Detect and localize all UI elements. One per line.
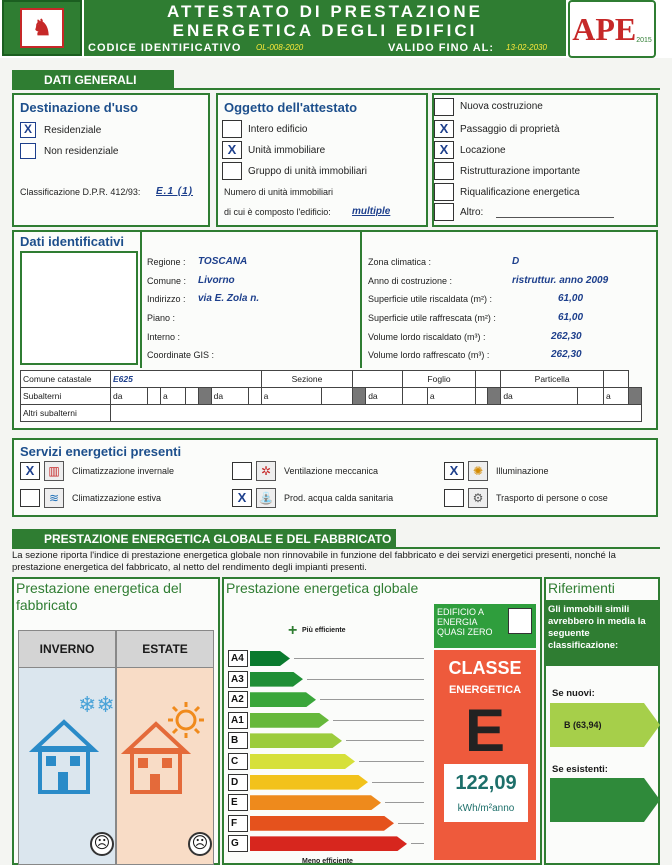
- energy-class-row: [228, 815, 424, 832]
- esistenti-arrow: [550, 778, 660, 822]
- prestazione-intro: La sezione riporta l'indice di prestazione energetica globale non rinnovabile in funzione del fabbricato e dei servizi energetici presenti, nonché la prestazione energetica del fabbricato, al netto del rendimento degli impianti presenti.: [12, 550, 616, 573]
- energy-class-row: [228, 650, 424, 667]
- checkbox-acqua-calda[interactable]: X: [232, 489, 252, 507]
- energy-class-label: F: [228, 815, 248, 832]
- energy-class-bar: [250, 816, 394, 831]
- numero-unita-label-1: Numero di unità immobiliari: [224, 187, 334, 197]
- table-cell-dark: [488, 388, 501, 405]
- energy-class-bar: [250, 754, 355, 769]
- energy-class-bar: [250, 672, 303, 687]
- dati-identificativi-title: Dati identificativi: [20, 234, 125, 249]
- indirizzo-label: Indirizzo :: [147, 294, 186, 304]
- table-cell[interactable]: [185, 388, 198, 405]
- numero-unita-value: multiple: [352, 206, 391, 217]
- energy-class-row: [228, 732, 424, 749]
- energy-class-guide: [385, 802, 424, 803]
- energy-class-guide: [307, 679, 424, 680]
- checkbox-locazione[interactable]: X: [434, 141, 454, 159]
- energy-class-label: A1: [228, 712, 248, 729]
- energy-class-label: G: [228, 835, 248, 852]
- foglio-value[interactable]: [475, 371, 501, 388]
- checkbox-ristrutturazione[interactable]: [434, 162, 454, 180]
- da-label: da: [501, 388, 577, 405]
- classe-label: CLASSE: [448, 658, 522, 678]
- region-logo: [2, 0, 82, 56]
- radiator-icon: ▥: [44, 461, 64, 481]
- piu-efficiente-label: Più efficiente: [302, 627, 346, 634]
- energy-class-label: D: [228, 774, 248, 791]
- ape-logo: [568, 0, 656, 58]
- superficie-raffrescata-label: Superficie utile raffrescata (m²) :: [368, 313, 496, 323]
- energy-class-guide: [333, 720, 424, 721]
- gear-icon: ⚙: [468, 488, 488, 508]
- sezione-label: Sezione: [261, 371, 353, 388]
- classificazione-value: E.1 (1): [156, 186, 194, 197]
- altro-label: Altro:: [460, 207, 484, 218]
- codice-label: CODICE IDENTIFICATIVO: [88, 42, 242, 54]
- energy-class-label: A3: [228, 671, 248, 688]
- energy-class-bar: [250, 775, 368, 790]
- energy-class-guide: [372, 782, 424, 783]
- table-cell-dark: [628, 388, 641, 405]
- superficie-riscaldata-value: 61,00: [558, 293, 584, 304]
- sezione-value[interactable]: [353, 371, 403, 388]
- checkbox-non-residenziale[interactable]: [20, 143, 36, 159]
- riferimenti-text: Gli immobili simili avrebbero in media la seguente classificazione:: [548, 604, 646, 651]
- catasto-table: [20, 370, 642, 422]
- passaggio-proprieta-label: Passaggio di proprietà: [460, 124, 560, 135]
- climatizzazione-invernale-label: Climatizzazione invernale: [72, 466, 175, 476]
- acqua-calda-label: Prod. acqua calda sanitaria: [284, 493, 394, 503]
- divider: [360, 230, 362, 368]
- checkbox-altro[interactable]: [434, 203, 454, 221]
- riferimenti-title: Riferimenti: [548, 580, 615, 596]
- checkbox-climatizzazione-estiva[interactable]: [20, 489, 40, 507]
- nuovi-value: B (63,94): [564, 720, 602, 730]
- regione-value: TOSCANA: [198, 256, 248, 267]
- nzeb-checkbox[interactable]: [508, 608, 532, 634]
- document-title-line2: ENERGETICA DEGLI EDIFICI: [172, 21, 478, 40]
- energy-class-bar: [250, 795, 381, 810]
- energy-class-row: [228, 835, 424, 852]
- piano-label: Piano :: [147, 313, 176, 323]
- volume-raffrescato-value: 262,30: [551, 349, 582, 360]
- residenziale-label: Residenziale: [44, 125, 102, 136]
- altro-field[interactable]: [496, 217, 614, 218]
- energetica-label: ENERGETICA: [448, 684, 522, 696]
- da-label: da: [111, 388, 148, 405]
- checkbox-passaggio-proprieta[interactable]: X: [434, 120, 454, 138]
- gruppo-unita-label: Gruppo di unità immobiliari: [248, 166, 367, 177]
- globale-title: Prestazione energetica globale: [226, 580, 419, 596]
- regione-label: Regione :: [147, 257, 186, 267]
- energy-class-bar: [250, 713, 329, 728]
- checkbox-climatizzazione-invernale[interactable]: X: [20, 462, 40, 480]
- plus-icon: +: [288, 622, 298, 639]
- ape-logo-text: APE: [572, 10, 637, 47]
- estate-label: ESTATE: [116, 630, 214, 668]
- superficie-riscaldata-label: Superficie utile riscaldata (m²) :: [368, 294, 493, 304]
- anno-costruzione-label: Anno di costruzione :: [368, 276, 453, 286]
- intero-edificio-label: Intero edificio: [248, 124, 308, 135]
- checkbox-trasporto[interactable]: [444, 489, 464, 507]
- energy-class-label: A4: [228, 650, 248, 667]
- foglio-label: Foglio: [403, 371, 475, 388]
- locazione-label: Locazione: [460, 145, 506, 156]
- altri-subalterni-label: Altri subalterni: [21, 405, 111, 422]
- energy-class-bar: [250, 733, 342, 748]
- section-rule: [12, 547, 660, 549]
- numero-unita-label-2: di cui è composto l'edificio:: [224, 207, 331, 217]
- faucet-icon: ⛲: [256, 488, 276, 508]
- fabbricato-title: Prestazione energetica del fabbricato: [16, 580, 182, 613]
- energy-class-guide: [411, 843, 424, 844]
- non-residenziale-label: Non residenziale: [44, 146, 119, 157]
- riqualificazione-label: Riqualificazione energetica: [460, 187, 580, 198]
- energy-class-label: A2: [228, 691, 248, 708]
- comune-catastale-label: Comune catastale: [21, 371, 111, 388]
- zona-climatica-value: D: [512, 256, 520, 267]
- interno-label: Interno :: [147, 332, 181, 342]
- nzeb-label: EDIFICIO A ENERGIA QUASI ZERO: [437, 607, 493, 637]
- section-tab-prestazione: PRESTAZIONE ENERGETICA GLOBALE E DEL FABBRICATO: [12, 529, 396, 548]
- energy-class-label: E: [228, 794, 248, 811]
- da-label: da: [366, 388, 403, 405]
- document-title-line1: ATTESTATO DI PRESTAZIONE: [167, 2, 483, 21]
- nuovi-label: Se nuovi:: [552, 688, 595, 699]
- classe-value: E: [464, 697, 506, 764]
- pegasus-icon: ♞: [20, 8, 64, 48]
- energy-class-guide: [346, 740, 424, 741]
- energy-class-guide: [320, 699, 424, 700]
- ristrutturazione-label: Ristrutturazione importante: [460, 166, 581, 177]
- classificazione-label: Classificazione D.P.R. 412/93:: [20, 187, 141, 197]
- comune-label: Comune :: [147, 276, 187, 286]
- svg-text:❄❄: ❄❄: [78, 693, 115, 718]
- anno-costruzione-value: ristruttur. anno 2009: [512, 275, 609, 286]
- energy-class-guide: [398, 823, 424, 824]
- checkbox-nuova-costruzione[interactable]: [434, 98, 454, 116]
- indirizzo-value: via E. Zola n.: [198, 293, 260, 304]
- energy-class-guide: [294, 658, 424, 659]
- table-cell-dark: [353, 388, 366, 405]
- sad-face-icon: ☹: [188, 832, 212, 856]
- a-label: a: [427, 388, 475, 405]
- valido-label: VALIDO FINO AL:: [388, 42, 495, 54]
- oggetto-title: Oggetto dell'attestato: [224, 100, 358, 115]
- checkbox-intero-edificio[interactable]: [222, 120, 242, 138]
- energy-class-row: [228, 774, 424, 791]
- ape-logo-sub: 2015: [636, 36, 652, 44]
- esistenti-label: Se esistenti:: [552, 764, 608, 775]
- da-label: da: [211, 388, 248, 405]
- section-tab-dati-generali: DATI GENERALI: [12, 70, 174, 89]
- table-row: [21, 388, 642, 405]
- checkbox-ventilazione[interactable]: [232, 462, 252, 480]
- superficie-raffrescata-value: 61,00: [558, 312, 584, 323]
- a-label: a: [261, 388, 322, 405]
- unita-immobiliare-label: Unità immobiliare: [248, 145, 326, 156]
- divider: [140, 230, 142, 368]
- energy-class-row: [228, 794, 424, 811]
- energy-class-scale: [228, 650, 428, 860]
- energy-class-bar: [250, 836, 407, 851]
- checkbox-unita-immobiliare[interactable]: X: [222, 141, 242, 159]
- particella-label: Particella: [501, 371, 604, 388]
- table-cell[interactable]: [322, 388, 353, 405]
- table-row: [21, 405, 642, 422]
- zona-climatica-label: Zona climatica :: [368, 257, 432, 267]
- table-cell[interactable]: [403, 388, 428, 405]
- destinazione-title: Destinazione d'uso: [20, 100, 138, 115]
- table-cell[interactable]: [148, 388, 161, 405]
- fan-icon: ✲: [256, 461, 276, 481]
- epgl-value: 122,09: [455, 772, 517, 794]
- summer-house-icon: [122, 690, 212, 800]
- energy-class-row: [228, 671, 424, 688]
- table-cell[interactable]: [475, 388, 488, 405]
- servizi-title: Servizi energetici presenti: [20, 444, 182, 459]
- comune-catastale-value[interactable]: E625: [111, 371, 262, 388]
- energy-class-bar: [250, 692, 316, 707]
- winter-house-icon: [28, 690, 115, 800]
- epgl-unit: kWh/m²anno: [457, 803, 515, 814]
- section-rule: [12, 88, 660, 90]
- volume-riscaldato-label: Volume lordo riscaldato (m³) :: [368, 332, 486, 342]
- codice-value: OL-008-2020: [256, 43, 304, 52]
- trasporto-label: Trasporto di persone o cose: [496, 493, 608, 503]
- volume-riscaldato-value: 262,30: [551, 331, 582, 342]
- a-label: a: [603, 388, 628, 405]
- table-row: [21, 371, 642, 388]
- table-cell[interactable]: [248, 388, 261, 405]
- energy-class-guide: [359, 761, 424, 762]
- checkbox-gruppo-unita[interactable]: [222, 162, 242, 180]
- comune-value: Livorno: [198, 275, 235, 286]
- coordinate-gis-label: Coordinate GIS :: [147, 350, 215, 360]
- illuminazione-label: Illuminazione: [496, 466, 549, 476]
- sad-face-icon: ☹: [90, 832, 114, 856]
- checkbox-residenziale[interactable]: X: [20, 122, 36, 138]
- energy-class-label: C: [228, 753, 248, 770]
- meno-efficiente-label: Meno efficiente: [302, 858, 353, 865]
- lightbulb-icon: ✺: [468, 461, 488, 481]
- climatizzazione-estiva-label: Climatizzazione estiva: [72, 493, 162, 503]
- volume-raffrescato-label: Volume lordo raffrescato (m³) :: [368, 350, 490, 360]
- checkbox-illuminazione[interactable]: X: [444, 462, 464, 480]
- particella-value[interactable]: [603, 371, 628, 388]
- photo-placeholder: [20, 251, 138, 365]
- altri-subalterni-value[interactable]: [111, 405, 642, 422]
- energy-class-bar: [250, 651, 290, 666]
- checkbox-riqualificazione[interactable]: [434, 183, 454, 201]
- air-conditioner-icon: ≋: [44, 488, 64, 508]
- valido-value: 13-02-2030: [506, 43, 547, 52]
- energy-class-label: B: [228, 732, 248, 749]
- a-label: a: [160, 388, 185, 405]
- energy-class-row: [228, 753, 424, 770]
- energy-class-row: [228, 691, 424, 708]
- table-cell-dark: [198, 388, 211, 405]
- table-cell[interactable]: [577, 388, 603, 405]
- nuova-costruzione-label: Nuova costruzione: [460, 101, 543, 112]
- subalterni-label: Subalterni: [21, 388, 111, 405]
- inverno-label: INVERNO: [18, 630, 116, 668]
- ventilazione-label: Ventilazione meccanica: [284, 466, 379, 476]
- energy-class-row: [228, 712, 424, 729]
